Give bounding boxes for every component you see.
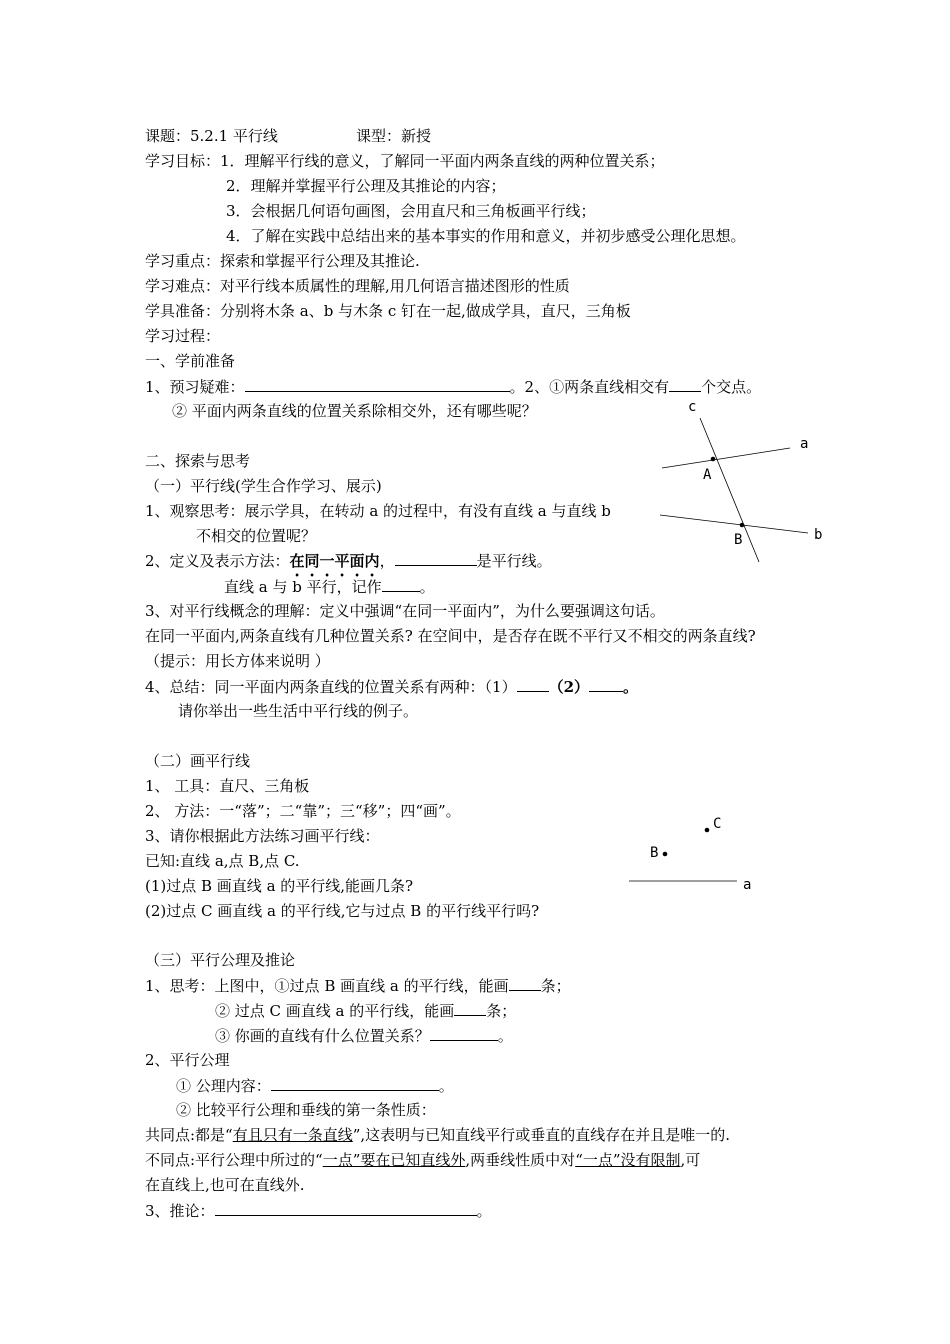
tools-prep: 学具准备：分别将木条 a、b 与木条 c 钉在一起,做成学具，直尺，三角板: [145, 302, 631, 320]
preview-question-2: ② 平面内两条直线的位置关系除相交外，还有哪些呢？: [172, 402, 537, 420]
practice-question: (1)过点 B 画直线 a 的平行线,能画几条?: [145, 877, 414, 895]
label-C: C: [713, 816, 722, 832]
same-point: 共同点:都是“有且只有一条直线”,这表明与已知直线平行或垂直的直线存在并且是唯一的.: [145, 1126, 730, 1144]
summary-line: 4、总结：同一平面内两条直线的位置关系有两种：（1） （2） 。: [145, 678, 639, 696]
given-line: 已知:直线 a,点 B,点 C.: [145, 852, 300, 870]
point-C-dot: [705, 828, 710, 833]
label-a2: a: [743, 877, 752, 893]
label-a: a: [800, 436, 809, 452]
concept-question: 3、对平行线概念的理解：定义中强调“在同一平面内”，为什么要强调这句话。: [145, 602, 665, 620]
subsection-title: （二）画平行线: [145, 752, 251, 770]
think-line: ② 过点 C 画直线 a 的平行线，能画 条；: [215, 1002, 517, 1020]
process-label: 学习过程：: [145, 327, 221, 345]
hint: （提示：用长方体来说明 ）: [145, 652, 330, 670]
subsection-title: （三）平行公理及推论: [145, 951, 296, 969]
lesson-type: 课型：新授: [355, 127, 431, 145]
emphasis-text: 在同一平面内: [289, 552, 380, 570]
diff-point-cont: 在直线上,也可在直线外.: [145, 1176, 305, 1194]
method-line: 2、 方法：一“落”；二“靠”；三“移”；四“画”。: [145, 802, 461, 820]
label-B2: B: [650, 845, 659, 861]
key-point: 学习重点：探索和掌握平行公理及其推论.: [145, 252, 420, 270]
subsection-title: （一）平行线(学生合作学习、展示): [145, 477, 382, 495]
section-title: 二、探索与思考: [145, 452, 251, 470]
objective-item: 4．了解在实践中总结出来的基本事实的作用和意义，并初步感受公理化思想。: [226, 227, 746, 245]
axiom-title: 2、平行公理: [145, 1051, 230, 1069]
label-b: b: [814, 527, 823, 543]
difficulty: 学习难点：对平行线本质属性的理解,用几何语言描述图形的性质: [145, 277, 570, 295]
example-prompt: 请你举出一些生活中平行线的例子。: [178, 702, 419, 720]
label-c: c: [688, 399, 697, 415]
corollary-line: 3、推论： 。: [145, 1202, 492, 1220]
section-title: 一、学前准备: [145, 352, 236, 370]
lesson-topic: 课题：5.2.1 平行线: [145, 127, 278, 145]
point-A-dot: [711, 457, 716, 462]
preview-question: 1、预习疑难： 。2、①两条直线相交有 个交点。: [145, 378, 762, 396]
objective-item: 1．理解平行线的意义，了解同一平面内两条直线的两种位置关系；: [220, 152, 665, 170]
axiom-content: ① 公理内容： 。: [176, 1077, 454, 1095]
space-question: 在同一平面内,两条直线有几种位置关系? 在空间中，是否存在既不平行又不相交的两条直线?: [145, 627, 756, 645]
observe-question-cont: 不相交的位置呢？: [196, 527, 317, 545]
label-B: B: [734, 532, 743, 548]
objectives-label: 学习目标：: [145, 152, 221, 170]
line-c: [700, 418, 759, 562]
practice-line: 3、请你根据此方法练习画平行线：: [145, 827, 380, 845]
definition-line: 2、定义及表示方法：在同一平面内， 是平行线。: [145, 552, 552, 570]
point-B2-dot: [663, 852, 668, 857]
diff-point: 不同点:平行公理中所过的“一点”要在已知直线外,两垂线性质中对“一点”没有限制,可: [145, 1151, 701, 1169]
practice-question: (2)过点 C 画直线 a 的平行线,它与过点 B 的平行线平行吗?: [145, 902, 540, 920]
label-A: A: [703, 467, 712, 483]
objective-item: 2．理解并掌握平行公理及其推论的内容；: [226, 177, 506, 195]
think-line: 1、思考：上图中，①过点 B 画直线 a 的平行线，能画 条；: [145, 977, 571, 995]
think-line: ③ 你画的直线有什么位置关系？ 。: [215, 1027, 513, 1045]
observe-question: 1、观察思考：展示学具，在转动 a 的过程中，有没有直线 a 与直线 b: [145, 502, 611, 520]
point-B-dot: [740, 523, 745, 528]
axiom-compare: ② 比较平行公理和垂线的第一条性质：: [176, 1101, 436, 1119]
tools-line: 1、 工具：直尺、三角板: [145, 777, 310, 795]
line-a: [662, 448, 790, 468]
notation-line: 直线 a 与 b 平行，记作 。: [224, 578, 435, 596]
objective-item: 3．会根据几何语句画图，会用直尺和三角板画平行线；: [226, 202, 596, 220]
line-b: [660, 515, 808, 533]
